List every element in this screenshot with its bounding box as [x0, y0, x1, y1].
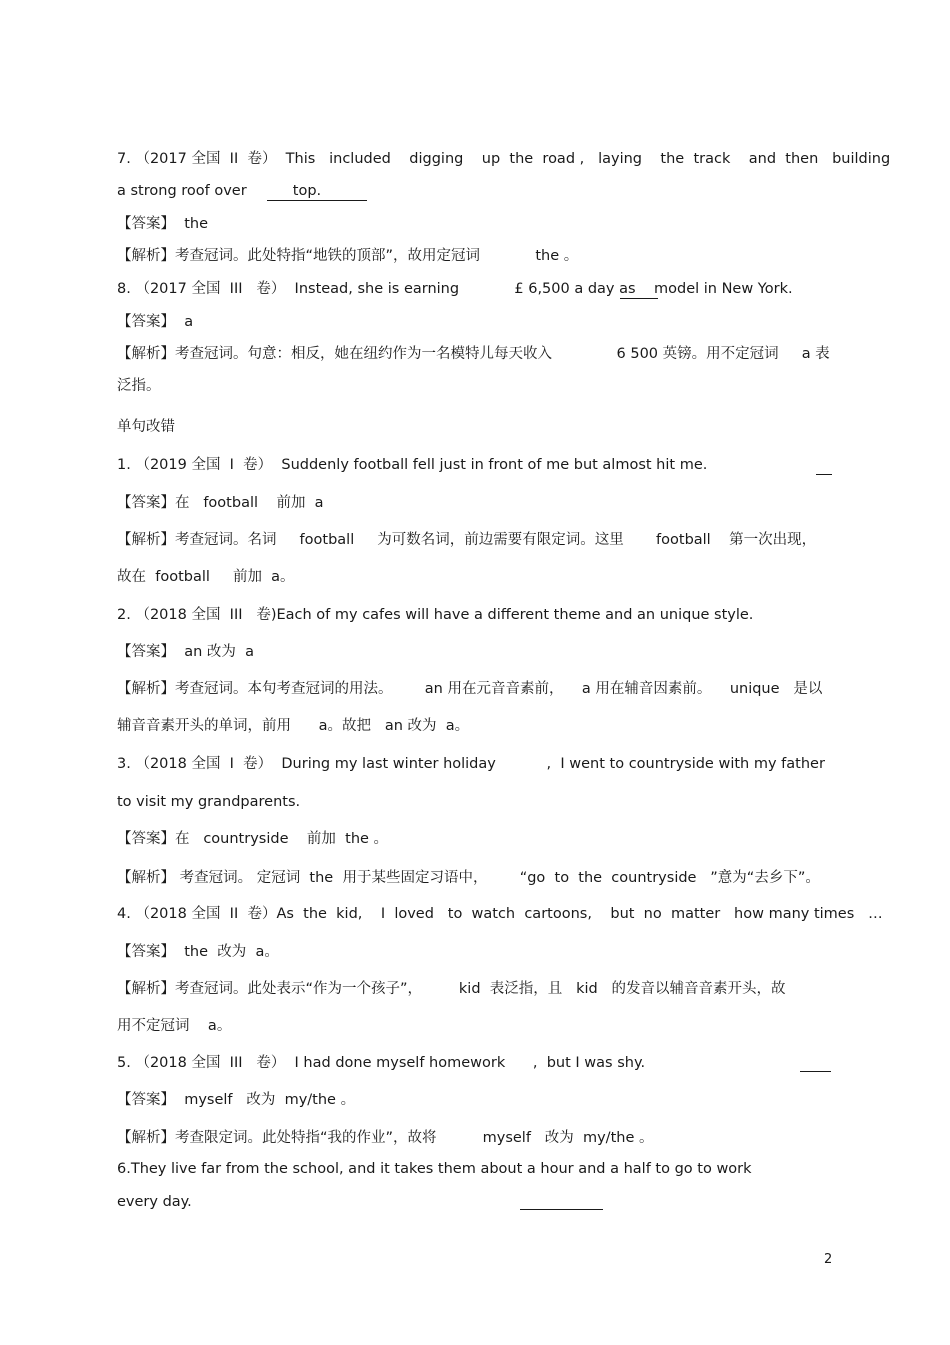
e5-analysis: 【解析】考查限定词。此处特指“我的作业”，故将 myself 改为 my/the 。 — [117, 1130, 654, 1146]
q8-answer: 【答案】 a — [117, 314, 194, 330]
section-heading: 单句改错 — [117, 419, 175, 435]
e3-analysis: 【解析】 考查冠词。 定冠词 the 用于某些固定习语中， “go to the countryside ”意为“去乡下”。 — [117, 870, 820, 886]
q7-answer: 【答案】 the — [117, 216, 209, 232]
e2-question: 2. （2018 全国 III 卷)Each of my cafes will have a different theme and an unique style. — [117, 607, 754, 623]
answer-blank — [267, 200, 367, 201]
e5-answer: 【答案】 myself 改为 my/the 。 — [117, 1092, 356, 1108]
e2-answer: 【答案】 an 改为 a — [117, 644, 255, 660]
q8-question: 8. （2017 全国 III 卷） Instead, she is earning £ 6,500 a day as model in New York. — [117, 281, 793, 297]
e2-analysis-line1: 【解析】考查冠词。本句考查冠词的用法。 an 用在元音音素前， a 用在辅音因素前。 unique 是以 — [117, 681, 823, 697]
answer-blank — [800, 1071, 831, 1072]
q8-analysis-line2: 泛指。 — [117, 378, 161, 394]
e4-answer: 【答案】 the 改为 a。 — [117, 944, 279, 960]
page-number: 2 — [824, 1252, 833, 1267]
e3-question-line2: to visit my grandparents. — [117, 794, 301, 810]
answer-blank — [520, 1209, 603, 1210]
e4-analysis-line2: 用不定冠词 a。 — [117, 1018, 232, 1034]
answer-blank — [816, 474, 832, 475]
q8-analysis-line1: 【解析】考查冠词。句意：相反，她在纽约作为一名模特儿每天收入 6 500 英镑。用不定冠词 a 表 — [117, 346, 830, 362]
e3-question-line1: 3. （2018 全国 I 卷） During my last winter holiday , I went to countryside with my father — [117, 756, 825, 772]
e4-question: 4. （2018 全国 II 卷）As the kid, I loved to watch cartoons, but no matter how many times … — [117, 906, 883, 922]
e1-answer: 【答案】在 football 前加 a — [117, 495, 324, 511]
e1-analysis-line1: 【解析】考查冠词。名词 football 为可数名词，前边需要有限定词。这里 football 第一次出现， — [117, 532, 817, 548]
q7-question-line1: 7. （2017 全国 II 卷） This included digging up the road , laying the track and then building — [117, 151, 891, 167]
q7-analysis: 【解析】考查冠词。此处特指“地铁的顶部”，故用定冠词 the 。 — [117, 248, 579, 264]
e1-analysis-line2: 故在 football 前加 a。 — [117, 569, 295, 585]
e2-analysis-line2: 辅音音素开头的单词，前用 a。故把 an 改为 a。 — [117, 718, 470, 734]
answer-blank — [620, 298, 658, 299]
e4-analysis-line1: 【解析】考查冠词。此处表示“作为一个孩子”， kid 表泛指，且 kid 的发音以辅音音素开头，故 — [117, 981, 786, 997]
e6-question-line2: every day. — [117, 1194, 192, 1210]
e5-question: 5. （2018 全国 III 卷） I had done myself homework , but I was shy. — [117, 1055, 646, 1071]
e1-question: 1. （2019 全国 I 卷） Suddenly football fell just in front of me but almost hit me. — [117, 457, 708, 473]
e6-question-line1: 6.They live far from the school, and it takes them about a hour and a half to go to work — [117, 1161, 752, 1177]
q7-question-line2: a strong roof over top. — [117, 183, 322, 199]
e3-answer: 【答案】在 countryside 前加 the 。 — [117, 831, 389, 847]
